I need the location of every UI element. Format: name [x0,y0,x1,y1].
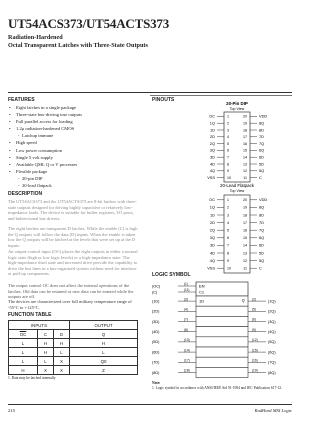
three-state-symbol: ∇ [242,298,245,304]
table-cell: Q0 [70,357,138,366]
data-input-number: (3) [184,297,188,302]
flatpack-pin-name: 7D [259,219,264,225]
control-input-number: (11) [184,288,190,293]
dip-pin-name: C [259,174,262,180]
flatpack-pin-name: 8Q [259,204,265,210]
table-cell: H [38,348,54,357]
flatpack-pin-number: 8 [227,251,229,256]
flatpack-pin-number: 16 [243,228,247,233]
dip-pin-number: 4 [227,135,229,140]
data-input-label: 1D [199,298,205,304]
latch-cell [196,347,248,357]
data-input-number: (7) [184,317,188,322]
table-cell: L [9,357,38,366]
table-cell: H [38,339,54,348]
column-header: OC [9,330,38,339]
data-output-name: (7Q) [268,360,276,365]
flatpack-pin-number: 1 [227,198,229,203]
header-rule [8,92,292,93]
dip-pin-name: 2D [210,134,215,140]
data-output-name: (6Q) [268,350,276,355]
dip-pin-name: 3D [210,154,215,160]
flatpack-pin-number: 11 [243,266,247,271]
dip-pin-number: 8 [227,162,229,167]
feature-item: • Three-state bus-driving true outputs [8,111,138,118]
table-cell: Z [70,366,138,375]
subtitle-line-1: Radiation-Hardened [8,34,63,41]
data-input-number: (14) [184,348,190,353]
dip-label: 20-Pin DIP [226,101,248,106]
flatpack-pin-number: 14 [243,243,247,248]
dip-pin-number: 14 [243,155,247,160]
latch-cell [196,367,248,377]
data-output-number: (2) [252,297,256,302]
data-input-name: (5D) [152,340,160,345]
table-cell: L [9,348,38,357]
description-paragraph: An output-control input (OC) places the eight outputs in either a normal logic state (high or low logic levels) or a high-impedance state. The high-impedance third state and increased drive provide the capability to drive the bus lines in a bus-organized system without need for interface or pull-up components. [8,249,138,277]
clock-label: C1 [199,289,205,295]
dip-pin-name: 6D [259,154,264,160]
feature-item: • Flexible package [8,168,138,175]
dip-pin-number: 5 [227,141,229,146]
flatpack-label: 20-Lead Flatpack [220,183,254,188]
function-table-heading: FUNCTION TABLE [8,312,52,318]
dip-pin-number: 13 [243,162,247,167]
flatpack-pin-name: 6Q [259,235,265,241]
data-output-name: (2Q) [268,309,276,314]
description-paragraph: The eight latches are transparent D latches. While the enable (C) is high the Q outputs will follow the data (D) inputs. When the enable is taken low the Q outputs will be latched at the levels that were set up at the D inputs. [8,226,138,248]
dip-pin-name: 5Q [259,168,265,174]
flatpack-pin-name: 3D [210,242,215,248]
flatpack-pin-number: 19 [243,205,247,210]
flatpack-pin-number: 10 [227,266,231,271]
data-input-number: (8) [184,327,188,332]
page-number: 215 [8,408,15,413]
feature-item: • Low power consumption [8,147,138,154]
dip-pin-number: 18 [243,128,247,133]
feature-subitem: - 20-pin DIP [8,175,138,182]
table-cell: L [53,348,69,357]
data-input-number: (13) [184,338,190,343]
description-paragraph: The UT54ACS373 and the UT54ACTS373 are 8-bit latches with three-state outputs designed for driving highly capacitive or relatively low-impedance loads. The device is suitable for buffer registers, I/O ports, and bidirectional bus drivers. [8,199,137,221]
subtitle-line-2: Octal Transparent Latches with Three-State Outputs [8,42,148,49]
logic-symbol-diagram [150,278,295,382]
flatpack-pin-number: 9 [227,258,229,263]
function-table-note: 1. Data may be latched internally [8,376,56,380]
table-row [9,357,138,366]
feature-item: • High speed [8,139,138,146]
enable-label: EN [199,283,205,289]
data-output-number: (19) [252,368,258,373]
dip-pin-number: 2 [227,121,229,126]
dip-pin-number: 12 [243,169,247,174]
dip-pin-number: 7 [227,155,229,160]
flatpack-pin-name: 2Q [209,227,215,233]
logic-note: 1. Logic symbol in accordance with ANSI/IEEE Std 91-1984 and IEC Publication 617-12. [152,386,282,390]
data-output-number: (5) [252,307,256,312]
flatpack-pin-name: VSS [207,265,215,271]
dip-pin-name: 2Q [209,140,215,146]
table-cell: L [38,357,54,366]
column-header: Q [70,330,138,339]
feature-item: • Full parallel access for loading [8,118,138,125]
flatpack-pin-name: C [259,265,262,271]
data-input-name: (6D) [152,350,160,355]
dip-pin-number: 10 [227,175,231,180]
table-cell: X [53,366,69,375]
dip-pin-name: 4Q [209,168,215,174]
dip-pin-number: 9 [227,169,229,174]
flatpack-pin-number: 12 [243,258,247,263]
dip-pin-number: 20 [243,114,247,119]
flatpack-pin-number: 3 [227,213,229,218]
table-row [9,339,138,348]
latch-cell [196,357,248,367]
dip-view-label: Top View [229,107,245,111]
data-output-number: (12) [252,338,258,343]
data-output-number: (15) [252,348,258,353]
logic-note-heading: Note: [152,381,161,385]
dip-pin-name: 8Q [259,120,265,126]
flatpack-pin-name: 4Q [209,257,215,263]
data-output-name: (3Q) [268,319,276,324]
control-input-name: (OC) [152,284,161,289]
description-paragraph: The output control OC does not affect the internal operations of the latches. Old data can be retained or new data can be entered while the outputs are off. [8,283,134,300]
dip-pin-name: VDD [259,113,268,119]
output-group-header: OUTPUT [70,321,138,330]
flatpack-pin-number: 4 [227,220,229,225]
dip-pin-name: 1D [210,127,215,133]
dip-pin-name: 7Q [259,140,265,146]
dip-pin-number: 1 [227,114,229,119]
data-input-name: (3D) [152,319,160,324]
flatpack-pin-name: OC [209,197,215,203]
data-output-name: (8Q) [268,370,276,375]
page-title: UT54ACS373/UT54ACTS373 [8,16,170,31]
flatpack-pin-number: 17 [243,220,247,225]
dip-pin-name: 7D [259,134,264,140]
feature-item: • Eight latches in a single package [8,104,138,111]
flatpack-pin-number: 2 [227,205,229,210]
flatpack-pin-number: 20 [243,198,247,203]
control-input-number: (1) [184,282,188,287]
flatpack-pin-name: 6D [259,242,264,248]
flatpack-view-label: Top View [229,189,245,193]
feature-subitem: - Latchup immune [8,132,138,139]
flatpack-pin-name: 2D [210,219,215,225]
dip-pin-number: 6 [227,148,229,153]
feature-item: • Available QML Q or V processes [8,161,138,168]
table-cell: X [53,357,69,366]
table-cell: H [70,339,138,348]
flatpack-pin-number: 15 [243,236,247,241]
flatpack-pin-number: 7 [227,243,229,248]
dip-pin-name: 6Q [259,147,265,153]
function-table [8,320,138,375]
feature-item: • Single 5 volt supply [8,154,138,161]
flatpack-pin-name: 4D [210,250,215,256]
function-table-header-row [9,330,138,339]
dip-pin-name: VSS [207,174,215,180]
function-table-group-row [9,321,138,330]
dip-pin-name: OC [209,113,215,119]
data-output-number: (6) [252,317,256,322]
flatpack-pin-name: 7Q [259,227,265,233]
description-paragraph: The devices are characterized over full military temperature range of -55°C to +125°C. [8,299,132,310]
latch-cell [196,337,248,347]
dip-pin-number: 17 [243,135,247,140]
dip-pin-name: 3Q [209,147,215,153]
dip-package [207,112,267,182]
column-header: D [53,330,69,339]
pinouts-rule [150,95,292,96]
flatpack-package [207,195,267,273]
data-input-number: (4) [184,307,188,312]
flatpack-pin-name: VDD [259,197,268,203]
flatpack-pin-name: 3Q [209,235,215,241]
data-input-name: (7D) [152,360,160,365]
data-input-name: (2D) [152,309,160,314]
data-output-name: (1Q) [268,299,276,304]
dip-pin-name: 4D [210,161,215,167]
footer-brand: RadHard MSI Logic [254,408,292,413]
data-input-number: (18) [184,368,190,373]
table-row [9,366,138,375]
dip-pin-number: 3 [227,128,229,133]
features-list [8,104,138,189]
table-cell: H [53,339,69,348]
data-output-number: (16) [252,358,258,363]
features-heading: FEATURES [8,97,35,103]
flatpack-pin-number: 5 [227,228,229,233]
data-input-name: (4D) [152,330,160,334]
dip-pin-name: 5D [259,161,264,167]
dip-pin-number: 19 [243,121,247,126]
footer-rule [8,404,292,405]
flatpack-pin-name: 1D [210,212,215,218]
dip-pin-number: 16 [243,141,247,146]
dip-pin-name: 8D [259,127,264,133]
logic-symbol-heading: LOGIC SYMBOL [152,272,191,278]
data-input-name: (8D) [152,370,160,375]
latch-cell [196,327,248,337]
latch-cell [196,316,248,326]
column-header: C [38,330,54,339]
flatpack-pin-number: 13 [243,251,247,256]
flatpack-pin-name: 5D [259,250,264,256]
table-cell: L [9,339,38,348]
pinouts-diagram [150,100,295,295]
flatpack-pin-number: 18 [243,213,247,218]
dip-pin-name: 1Q [209,120,215,126]
latch-cell [196,306,248,316]
feature-item: • 1.2μ radiation-hardened CMOS [8,125,138,132]
flatpack-pin-number: 6 [227,236,229,241]
table-row [9,348,138,357]
table-cell: H [9,366,38,375]
data-output-name: (4Q) [268,330,276,334]
description-heading: DESCRIPTION [8,191,43,197]
control-input-name: (C) [152,290,158,295]
pinouts-heading: PINOUTS [152,97,175,103]
table-cell: X [38,366,54,375]
flatpack-pin-name: 8D [259,212,264,218]
data-output-number: (9) [252,327,256,332]
flatpack-pin-name: 1Q [209,204,215,210]
data-output-name: (5Q) [268,340,276,345]
data-input-name: (1D) [152,299,160,304]
dip-pin-number: 11 [243,175,247,180]
dip-pin-number: 15 [243,148,247,153]
inputs-group-header: INPUTS [9,321,70,330]
table-cell: L [70,348,138,357]
feature-subitem: - 20-lead flatpack [8,182,138,189]
data-input-number: (17) [184,358,190,363]
flatpack-pin-name: 5Q [259,257,265,263]
